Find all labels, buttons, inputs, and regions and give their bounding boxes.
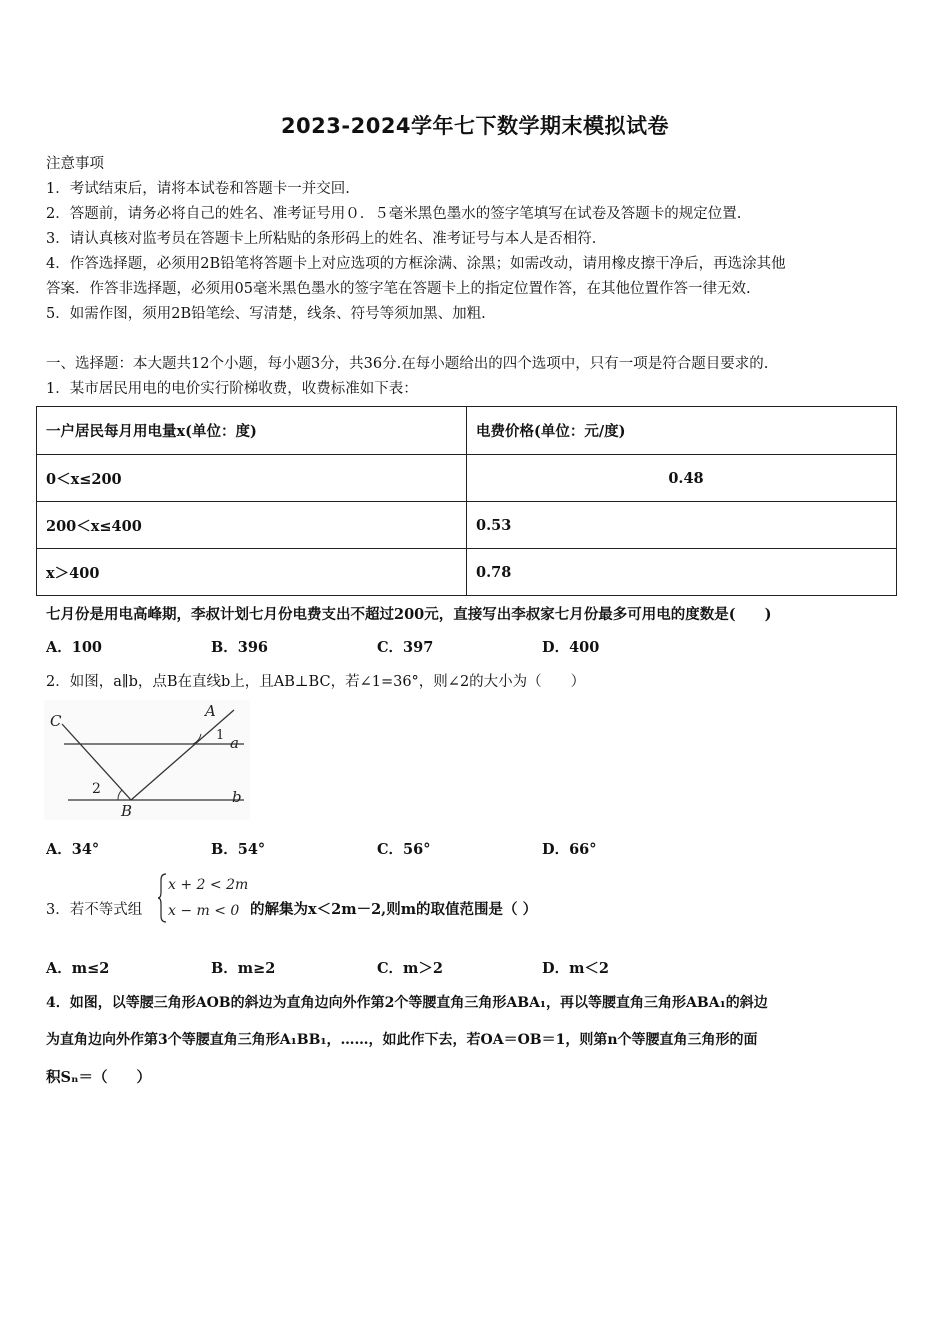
q2-stem: 2．如图，a∥b，点B在直线b上，且AB⊥BC，若∠1=36°，则∠2的大小为（ ） xyxy=(46,674,586,690)
q4-line-1: 4．如图，以等腰三角形AOB的斜边为直角边向外作第2个等腰直角三角形ABA₁，再以等腰直角三角形ABA₁的斜边 xyxy=(46,995,768,1011)
q3-stem-prefix: 3．若不等式组 xyxy=(46,902,143,918)
label-a-point: A xyxy=(205,702,216,720)
notice-line-3: 3．请认真核对监考员在答题卡上所粘贴的条形码上的姓名、准考证号与本人是否相符. xyxy=(46,231,597,247)
table-row xyxy=(37,502,897,549)
label-line-b: b xyxy=(232,788,242,806)
price-table xyxy=(36,406,897,596)
system-line-2: x − m < 0 xyxy=(168,903,240,919)
brace-icon xyxy=(158,874,166,922)
notice-line-1: 1．考试结束后，请将本试卷和答题卡一并交回. xyxy=(46,181,350,197)
q2-option-b: B．54° xyxy=(211,841,266,858)
table-header-cell: 电费价格(单位：元/度) xyxy=(467,407,897,455)
label-angle-2: 2 xyxy=(92,781,101,797)
q3-option-b: B．m≥2 xyxy=(211,960,276,977)
notice-line-2: 2．答题前，请务必将自己的姓名、准考证号用０．５毫米黑色墨水的签字笔填写在试卷及答题卡的规定位置. xyxy=(46,206,742,222)
q3-inequality-system xyxy=(158,872,248,924)
q4-line-2: 为直角边向外作第3个等腰直角三角形A₁BB₁，……，如此作下去，若OA＝OB＝1，则第n个等腰直角三角形的面 xyxy=(46,1032,758,1048)
label-line-a: a xyxy=(230,734,239,752)
label-b-point: B xyxy=(121,802,133,820)
page-title: 2023-2024学年七下数学期末模拟试卷 xyxy=(280,114,670,138)
q2-geometry-figure xyxy=(44,700,250,820)
q3-stem-suffix: 的解集为x＜2m－2,则m的取值范围是（ ） xyxy=(250,901,538,918)
section-heading: 一、选择题：本大题共12个小题，每小题3分，共36分.在每小题给出的四个选项中，只有一项是符合题目要求的. xyxy=(46,356,769,372)
label-c: C xyxy=(50,712,62,730)
q1-option-a: A．100 xyxy=(46,639,103,656)
notice-line-5: 答案．作答非选择题，必须用05毫米黑色墨水的签字笔在答题卡上的指定位置作答，在其他位置作答一律无效. xyxy=(46,281,751,297)
q3-option-c: C．m＞2 xyxy=(377,960,443,977)
table-row xyxy=(37,549,897,596)
notice-line-4: 4．作答选择题，必须用2B铅笔将答题卡上对应选项的方框涂满、涂黑；如需改动，请用橡皮擦干净后，再选涂其他 xyxy=(46,256,786,272)
q1-option-c: C．397 xyxy=(377,639,434,656)
system-line-1: x + 2 < 2m xyxy=(168,877,248,893)
table-cell: x＞400 xyxy=(37,549,467,596)
notice-heading: 注意事项 xyxy=(46,156,104,172)
table-cell: 0.48 xyxy=(467,455,897,502)
q1-option-d: D．400 xyxy=(542,639,600,656)
q2-option-d: D．66° xyxy=(542,841,597,858)
table-cell: 200＜x≤400 xyxy=(37,502,467,549)
q1-question: 七月份是用电高峰期，李叔计划七月份电费支出不超过200元，直接写出李叔家七月份最多可用电的度数是( ) xyxy=(46,606,772,623)
q3-option-a: A．m≤2 xyxy=(46,960,110,977)
label-angle-1: 1 xyxy=(216,728,225,743)
q4-line-3: 积Sₙ＝（ ） xyxy=(46,1069,151,1086)
notice-line-6: 5．如需作图，须用2B铅笔绘、写清楚，线条、符号等须加黑、加粗. xyxy=(46,306,486,322)
table-cell: 0.53 xyxy=(467,502,897,549)
table-header-row xyxy=(37,407,897,455)
q1-option-b: B．396 xyxy=(211,639,269,656)
q1-stem: 1．某市居民用电的电价实行阶梯收费，收费标准如下表： xyxy=(46,381,418,397)
q3-option-d: D．m＜2 xyxy=(542,960,610,977)
q2-option-a: A．34° xyxy=(46,841,100,858)
table-cell: 0＜x≤200 xyxy=(37,455,467,502)
table-header-cell: 一户居民每月用电量x(单位：度) xyxy=(37,407,467,455)
q2-option-c: C．56° xyxy=(377,841,431,858)
table-cell: 0.78 xyxy=(467,549,897,596)
table-row xyxy=(37,455,897,502)
